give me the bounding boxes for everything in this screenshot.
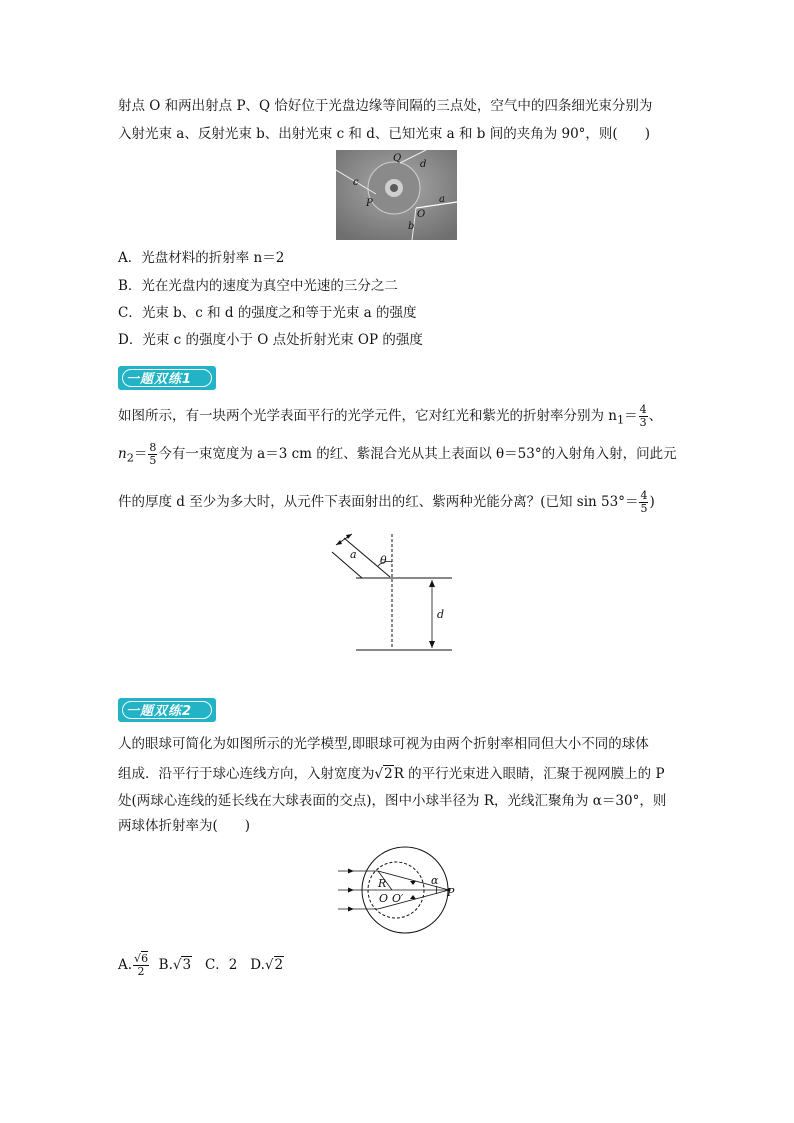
q3-options [118, 952, 284, 978]
photo-label-p: P [366, 198, 373, 209]
slab-label-a: a [350, 548, 357, 561]
q2-line2-text: 今有一束宽度为 a＝3 cm 的红、紫混合光从其上表面以 θ＝53°的入射角入射，问此元 [158, 446, 677, 462]
eye-label-o: O [379, 892, 389, 905]
slab-label-d: d [437, 608, 445, 621]
n2-denominator: 5 [149, 454, 157, 467]
option-d-sqrt: √2 [264, 957, 284, 973]
photo-label-o: O [417, 209, 426, 220]
slab-diagram [330, 530, 460, 655]
n1-eq: ＝ [624, 408, 638, 424]
n2-symbol: n [118, 446, 127, 462]
q1-option-a: A．光盘材料的折射率 n＝2 [118, 250, 285, 266]
n1-fraction [639, 404, 648, 429]
q3-line3: 处(两球心连线的延长线在大球表面的交点)，图中小球半径为 R，光线汇聚角为 α＝30°，则 [118, 793, 667, 809]
q3-option-a-label: A. [118, 957, 133, 973]
q3-line1: 人的眼球可简化为如图所示的光学模型,即眼球可视为由两个折射率相同但大小不同的球体 [118, 736, 649, 752]
q2-line2 [118, 442, 677, 469]
sqrt2-radicand: 2 [384, 766, 393, 782]
q2-line3-tail: ) [649, 494, 655, 510]
slab-label-theta: θ [380, 554, 387, 567]
photo-label-b: b [408, 221, 415, 232]
q3-line2 [118, 764, 665, 784]
photo-label-a: a [439, 194, 445, 205]
q3-line2-text: 组成．沿平行于球心连线方向，入射宽度为 [118, 766, 375, 782]
eye-label-p: P [447, 886, 455, 899]
sin-numerator: 4 [640, 489, 648, 502]
section-badge-1 [118, 366, 216, 390]
q3-option-d-label: D. [250, 957, 265, 973]
option-d-radicand: 2 [274, 957, 284, 973]
q1-option-d: D．光束 c 的强度小于 O 点处折射光束 OP 的强度 [118, 332, 423, 348]
q2-line3 [118, 490, 655, 515]
n1-denominator: 3 [639, 416, 647, 429]
q3-line2-tail: R 的平行光束进入眼睛，汇聚于视网膜上的 P [393, 766, 665, 782]
eye-label-r: R [378, 877, 387, 890]
cd-photo [336, 150, 457, 240]
q2-line3-text: 件的厚度 d 至少为多大时，从元件下表面射出的红、紫两种光能分离？(已知 sin 53°＝ [118, 494, 639, 510]
option-a-radicand: 6 [141, 952, 149, 965]
option-a-fraction [133, 953, 149, 978]
sin-fraction [639, 490, 648, 515]
option-a-numerator: √6 [134, 952, 149, 965]
badge-1-text: 一题双练1 [126, 372, 193, 387]
photo-label-d: d [420, 159, 427, 170]
q3-option-b-label: B. [158, 957, 173, 973]
option-a-denominator: 2 [137, 965, 145, 978]
photo-label-c: c [353, 177, 359, 188]
q3-line4: 两球体折射率为( ) [118, 818, 251, 834]
q1-line2: 入射光束 a、反射光束 b、出射光束 c 和 d、已知光束 a 和 b 间的夹角为 90°，则( ) [118, 126, 650, 142]
eye-label-o-prime: O′ [392, 892, 404, 905]
q2-line1 [118, 404, 662, 431]
n1-tail: 、 [648, 408, 663, 424]
n2-subscript: 2 [126, 451, 134, 465]
sin-denominator: 5 [640, 502, 648, 515]
n1-subscript: 1 [617, 413, 625, 427]
q1-option-c: C．光束 b、c 和 d 的强度之和等于光束 a 的强度 [118, 305, 417, 321]
n2-numerator: 8 [149, 441, 157, 454]
eye-label-alpha: α [431, 874, 439, 887]
q2-line1-text: 如图所示，有一块两个光学表面平行的光学元件，它对红光和紫光的折射率分别为 n [118, 408, 617, 424]
section-badge-2 [118, 698, 216, 722]
q3-option-c: C．2 [204, 957, 238, 973]
eyeball-diagram [336, 840, 466, 950]
sqrt2-symbol: √2 [374, 766, 393, 782]
option-b-radicand: 3 [182, 957, 192, 973]
n1-numerator: 4 [639, 403, 647, 416]
n2-eq: ＝ [133, 446, 148, 462]
badge-2-text: 一题双练2 [126, 704, 193, 719]
option-b-sqrt: √3 [172, 957, 192, 973]
q1-option-b: B．光在光盘内的速度为真空中光速的三分之二 [118, 278, 398, 294]
photo-label-q: Q [393, 153, 402, 164]
n2-fraction [148, 442, 157, 467]
q1-line1: 射点 O 和两出射点 P、Q 恰好位于光盘边缘等间隔的三点处，空气中的四条细光束分别为 [118, 98, 653, 114]
